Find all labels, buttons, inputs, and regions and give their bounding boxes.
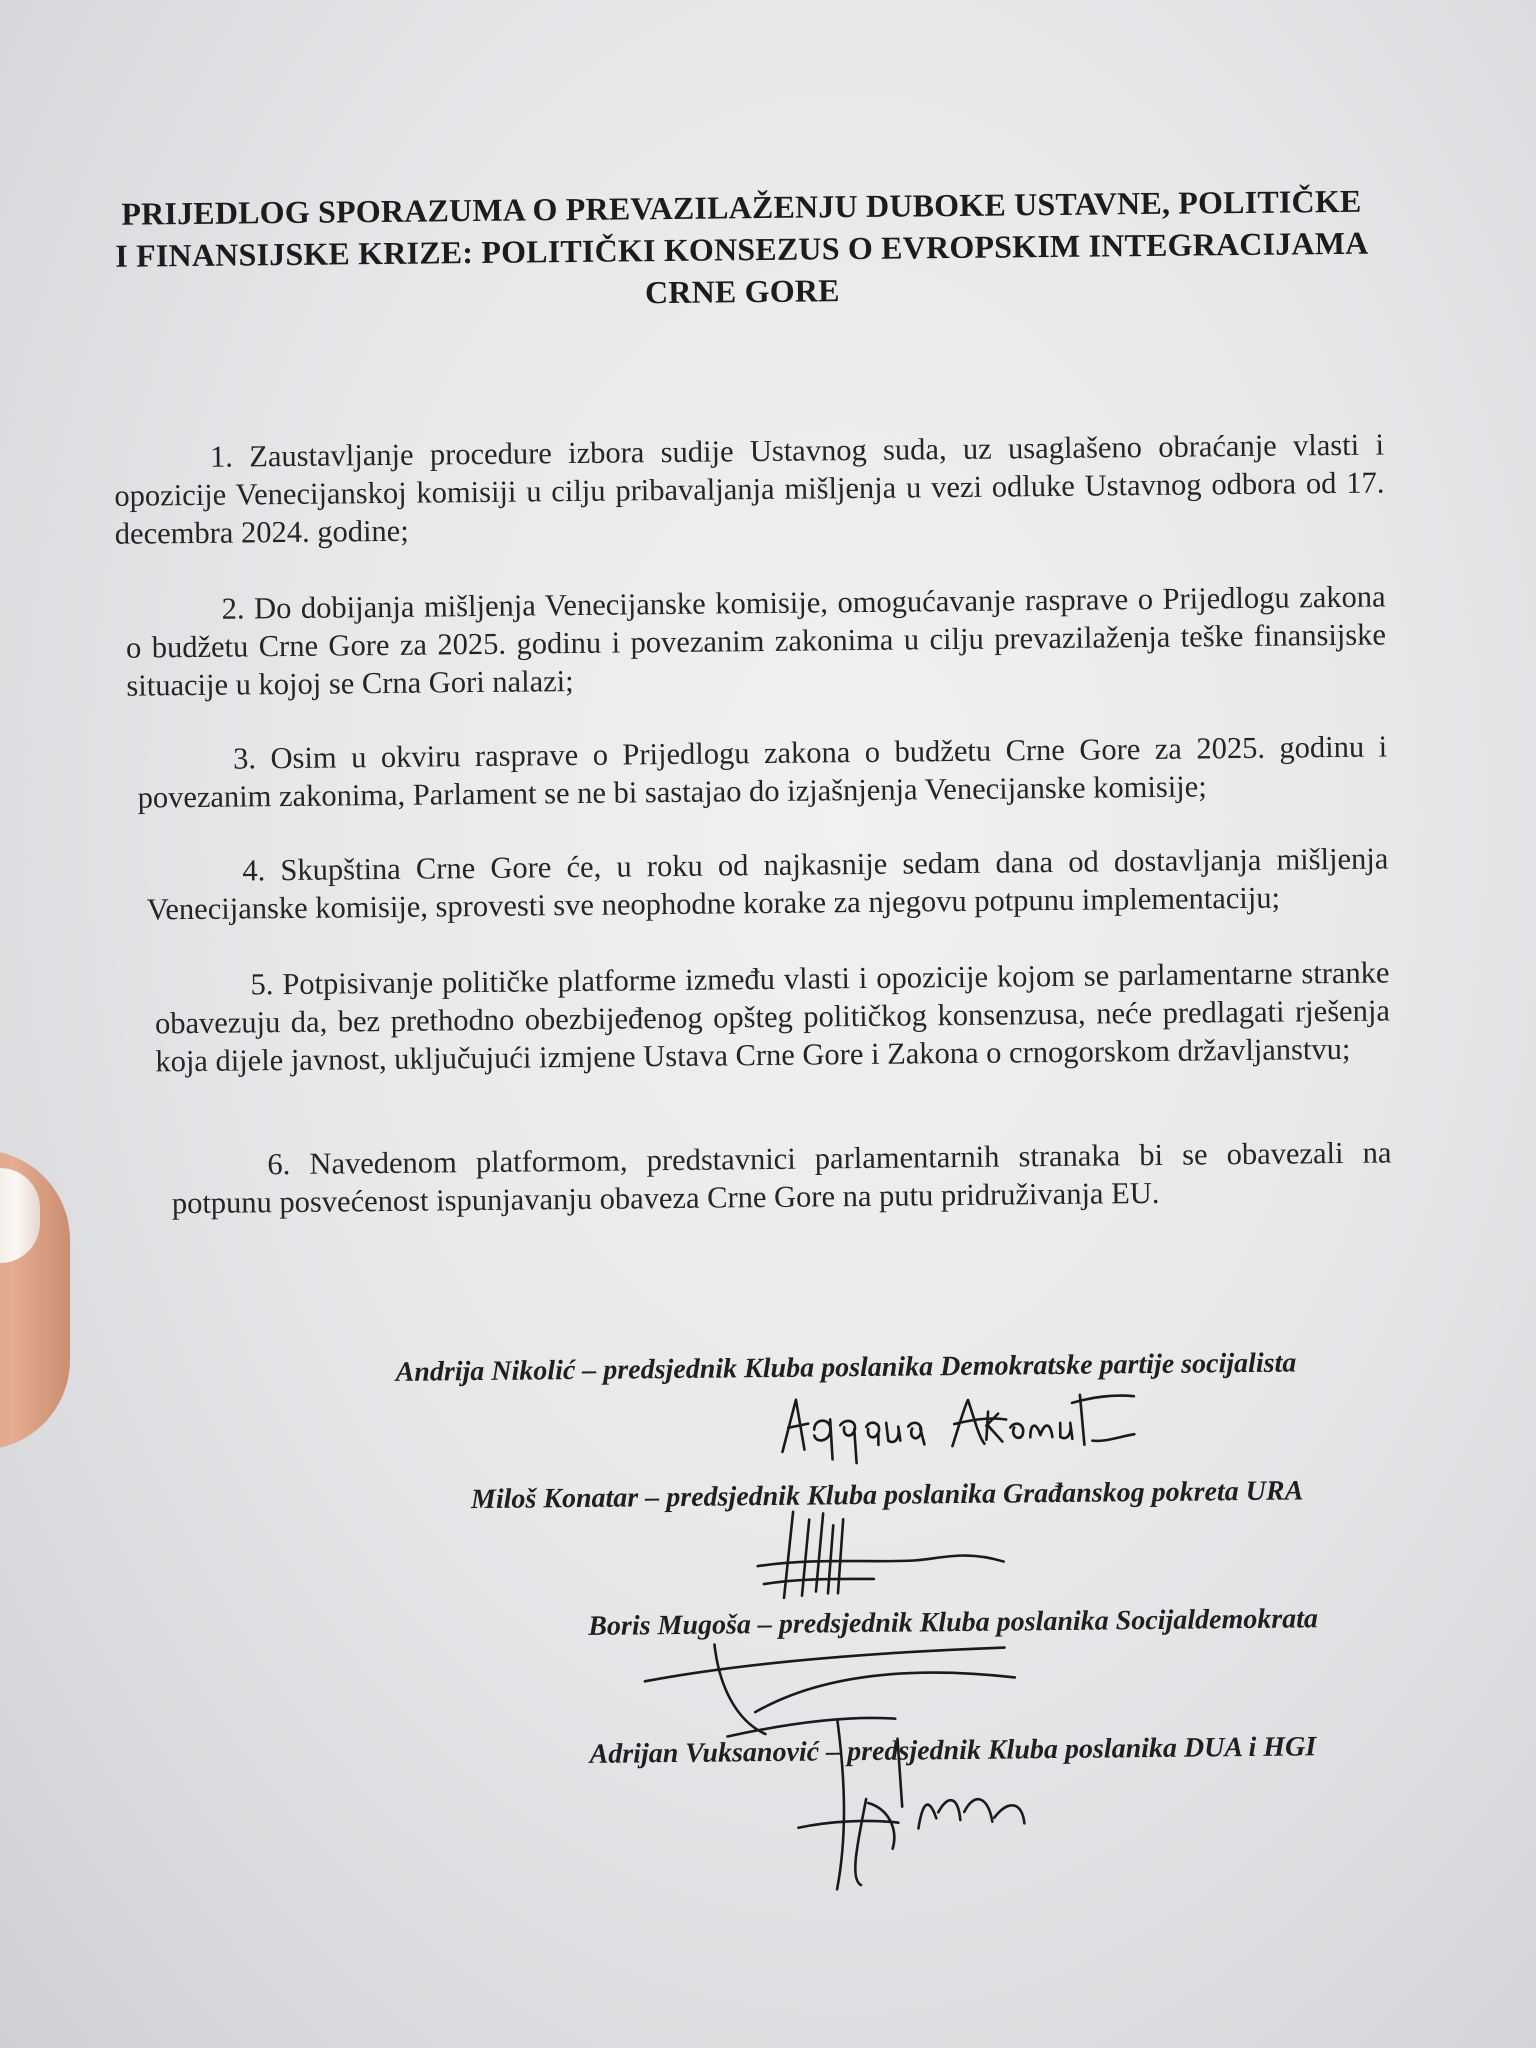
signatory-line-4: Adrijan Vuksanović – predsjednik Kluba poslanika DUA i HGI: [589, 1731, 1317, 1770]
agreement-item-1: 1. Zaustavljanje procedure izbora sudije Ustavnog suda, uz usaglašeno obraćanje vlasti i opozicije Venecijanskoj komisiji u cilju pribavaljanja mišljenja u vezi odluke Ustavnog odbora od 17. decembra 2024. godine;: [114, 427, 1385, 551]
agreement-item-2: 2. Do dobijanja mišljenja Venecijanske komisije, omogućavanje rasprave o Prijedlogu zakona o budžetu Crne Gore za 2025. godinu i povezanim zakonima u cilju prevazilaženja teške finansijske situacije u kojoj se Crna Gori nalazi;: [125, 579, 1387, 703]
signatory-line-3: Boris Mugoša – predsjednik Kluba poslanika Socijaldemokrata: [588, 1603, 1319, 1642]
agreement-item-3: 3. Osim u okviru rasprave o Prijedlogu zakona o budžetu Crne Gore za 2025. godinu i povezanim zakonima, Parlament se ne bi sastajao do izjašnjenja Venecijanske komisije;: [137, 729, 1388, 815]
handwritten-signature-4: [787, 1707, 1089, 1900]
handwritten-signature-1: [774, 1375, 1215, 1470]
agreement-item-6: 6. Navedenom platformom, predstavnici parlamentarnih stranaka bi se obavezali na potpunu posvećenost ispunjavanju obaveza Crne Gore na putu pridruživanja EU.: [171, 1135, 1392, 1221]
handwritten-signature-2: [753, 1497, 1014, 1610]
document-title: PRIJEDLOG SPORAZUMA O PREVAZILAŽENJU DUBOKE USTAVNE, POLITIČKE I FINANSIJSKE KRIZE: POLITIČKI KONSEZUS O EVROPSKIM INTEGRACIJAMA CRNE GORE: [115, 182, 1369, 311]
agreement-item-4: 4. Skupština Crne Gore će, u roku od najkasnije sedam dana od dostavljanja mišljenja Venecijanske komisije, sprovesti sve neophodne korake za njegovu potpunu implementaciju;: [146, 841, 1389, 927]
signatory-line-2: Miloš Konatar – predsjednik Kluba poslanika Građanskog pokreta URA: [470, 1475, 1304, 1516]
agreement-item-5: 5. Potpisivanje političke platforme između vlasti i opozicije kojom se parlamentarne stranke obavezuju da, bez prethodno obezbijeđenog opšteg političkog konsenzusa, neće predlagati rješenja koja dijele javnost, uključujući izmjene Ustava Crne Gore i Zakona o crnogorskom državljanstvu;: [154, 955, 1391, 1079]
signatory-line-1: Andrija Nikolić – predsjednik Kluba poslanika Demokratske partije socijalista: [395, 1347, 1297, 1388]
